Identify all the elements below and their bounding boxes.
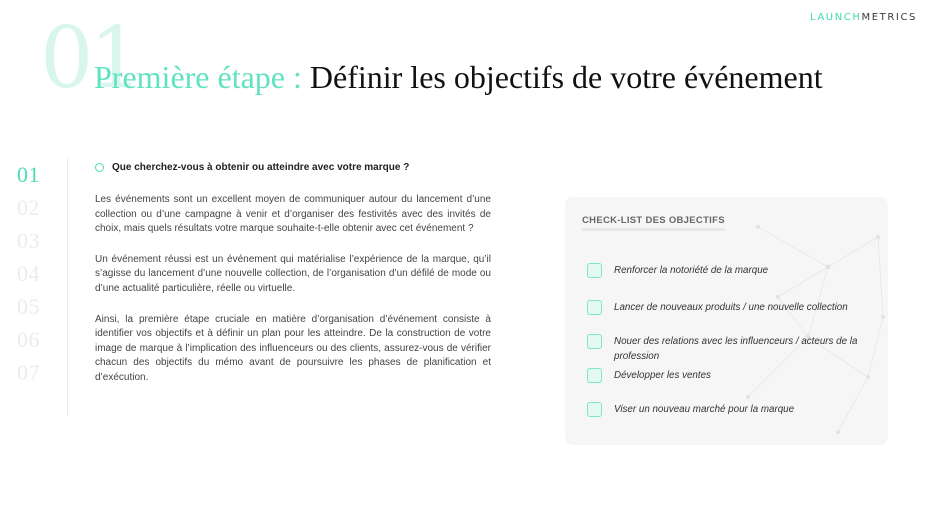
step-02[interactable]: 02 — [17, 195, 40, 220]
paragraph-1: Les événements sont un excellent moyen de communiquer autour du lancement d’une collection ou d’une campagne à venir et d’organiser des festivités avec des invités de choix, mais quels résultats votre marque souhaite-t-elle obtenir avec cet événement ? — [95, 194, 491, 235]
paragraph-3: Ainsi, la première étape cruciale en matière d’organisation d’événement consiste à identifier vos objectifs et à définir un plan pour les atteindre. De la construction de votre image de marque à l’implication des influenceurs ou des clients, assurez-vous de vérifier chacun des objectifs du mémo avant de poursuivre les phases de planification et d’exécution. — [95, 313, 491, 383]
step-navigation — [17, 158, 68, 416]
step-05[interactable]: 05 — [17, 294, 40, 319]
main-content — [95, 162, 491, 386]
checklist-title: CHECK-LIST DES OBJECTIFS — [582, 215, 725, 231]
checklist-item-label: Nouer des relations avec les influenceurs / acteurs de la profession — [614, 336, 858, 362]
checklist-item-label: Renforcer la notoriété de la marque — [614, 265, 769, 276]
step-01[interactable]: 01 — [17, 162, 40, 187]
checkbox-icon[interactable] — [587, 263, 602, 278]
step-07[interactable]: 07 — [17, 360, 40, 385]
step-04[interactable]: 04 — [17, 261, 40, 286]
checkbox-icon[interactable] — [587, 368, 602, 383]
page-title — [94, 60, 823, 95]
question-text: Que cherchez-vous à obtenir ou atteindre avec votre marque ? — [112, 162, 410, 173]
circle-bullet-icon — [95, 163, 104, 172]
checklist-item[interactable] — [587, 335, 864, 364]
checklist-item[interactable] — [587, 403, 876, 418]
checklist-item-label: Viser un nouveau marché pour la marque — [614, 404, 795, 415]
brand-logo — [810, 12, 917, 23]
checkbox-icon[interactable] — [587, 402, 602, 417]
checklist-item[interactable] — [587, 264, 876, 279]
checkbox-icon[interactable] — [587, 334, 602, 349]
checkbox-icon[interactable] — [587, 300, 602, 315]
step-number-watermark: 01 — [40, 9, 139, 107]
page-title-text: Définir les objectifs de votre événement — [309, 59, 823, 95]
checklist-card — [565, 197, 888, 445]
step-03[interactable]: 03 — [17, 228, 40, 253]
step-06[interactable]: 06 — [17, 327, 40, 352]
paragraph-2: Un événement réussi est un événement qui matérialise l’expérience de la marque, qu’il s’agisse du lancement d’une nouvelle collection, de l’organisation d’un défilé de mode ou d’une actualité particulière, réelle ou virtuelle. — [95, 253, 491, 294]
checklist-item-label: Développer les ventes — [614, 370, 711, 381]
page-title-step: Première étape : — [94, 59, 310, 95]
brand-logo-accent: LAUNCH — [809, 12, 862, 23]
brand-logo-rest: METRICS — [861, 12, 917, 23]
checklist-item-label: Lancer de nouveaux produits / une nouvelle collection — [614, 302, 848, 313]
checklist-item[interactable] — [587, 369, 876, 384]
question-heading — [95, 162, 491, 173]
checklist-item[interactable] — [587, 301, 876, 316]
